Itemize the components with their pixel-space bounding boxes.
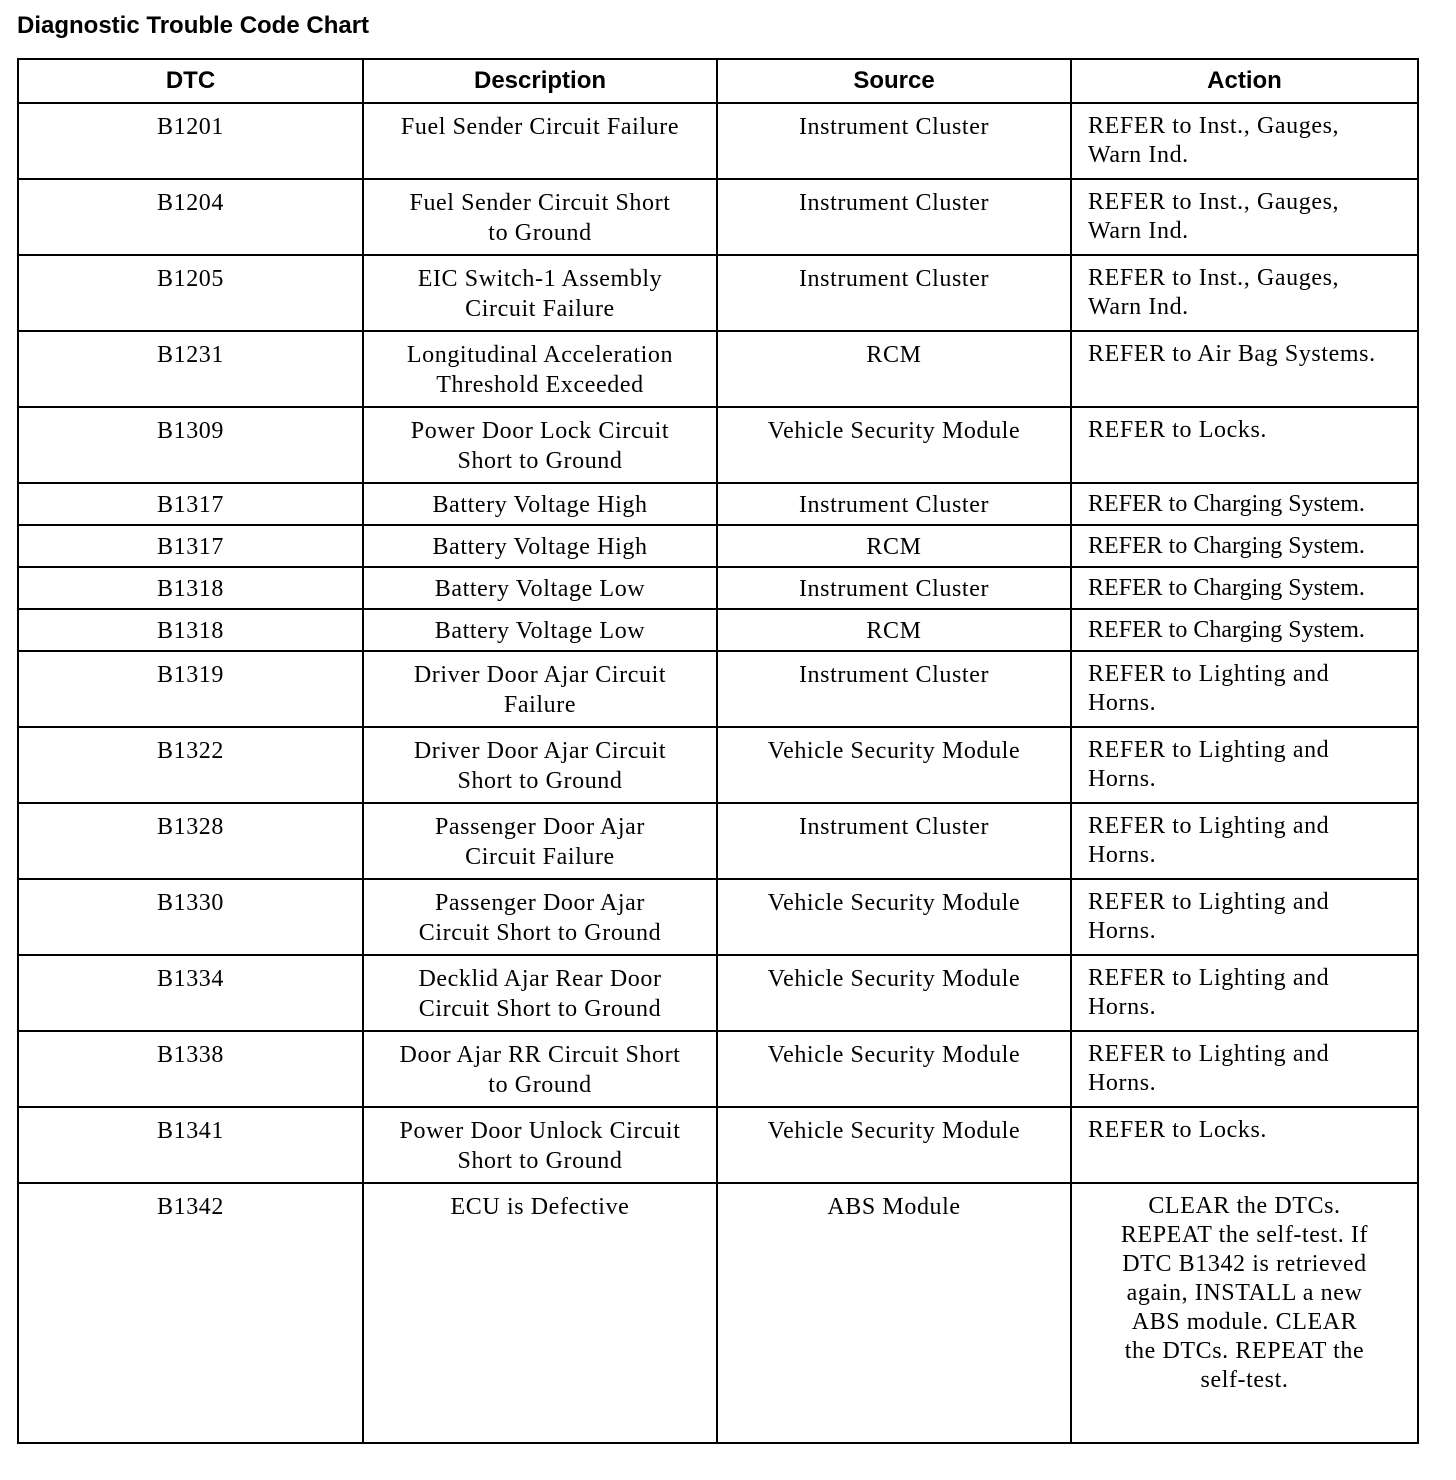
cell-action: REFER to Lighting and Horns. <box>1071 651 1418 727</box>
cell-dtc: B1317 <box>18 525 363 567</box>
cell-description: Passenger Door Ajar Circuit Failure <box>363 803 717 879</box>
cell-dtc: B1204 <box>18 179 363 255</box>
cell-dtc: B1338 <box>18 1031 363 1107</box>
cell-action: REFER to Charging System. <box>1071 483 1418 525</box>
cell-source: ABS Module <box>717 1183 1071 1443</box>
cell-action: REFER to Charging System. <box>1071 567 1418 609</box>
cell-source: Instrument Cluster <box>717 483 1071 525</box>
table-row <box>18 727 1418 803</box>
cell-description: Decklid Ajar Rear Door Circuit Short to Ground <box>363 955 717 1031</box>
cell-description: Door Ajar RR Circuit Short to Ground <box>363 1031 717 1107</box>
cell-description: Driver Door Ajar Circuit Short to Ground <box>363 727 717 803</box>
cell-action: REFER to Lighting and Horns. <box>1071 727 1418 803</box>
cell-dtc: B1201 <box>18 103 363 179</box>
cell-description: Power Door Unlock Circuit Short to Ground <box>363 1107 717 1183</box>
cell-dtc: B1342 <box>18 1183 363 1443</box>
header-dtc: DTC <box>18 59 363 103</box>
table-row <box>18 1031 1418 1107</box>
table-row <box>18 955 1418 1031</box>
table-row <box>18 525 1418 567</box>
cell-source: Instrument Cluster <box>717 651 1071 727</box>
cell-description: EIC Switch-1 Assembly Circuit Failure <box>363 255 717 331</box>
cell-dtc: B1318 <box>18 609 363 651</box>
cell-description: Driver Door Ajar Circuit Failure <box>363 651 717 727</box>
table-row <box>18 255 1418 331</box>
cell-description: Fuel Sender Circuit Short to Ground <box>363 179 717 255</box>
cell-dtc: B1309 <box>18 407 363 483</box>
cell-dtc: B1205 <box>18 255 363 331</box>
table-row <box>18 483 1418 525</box>
cell-dtc: B1330 <box>18 879 363 955</box>
table-row <box>18 1107 1418 1183</box>
cell-source: Vehicle Security Module <box>717 407 1071 483</box>
header-source: Source <box>717 59 1071 103</box>
cell-action: REFER to Charging System. <box>1071 525 1418 567</box>
cell-description: ECU is Defective <box>363 1183 717 1443</box>
cell-description: Battery Voltage Low <box>363 609 717 651</box>
cell-source: Instrument Cluster <box>717 803 1071 879</box>
cell-source: Vehicle Security Module <box>717 1031 1071 1107</box>
cell-action: REFER to Locks. <box>1071 407 1418 483</box>
cell-source: RCM <box>717 609 1071 651</box>
table-row <box>18 803 1418 879</box>
table-row <box>18 567 1418 609</box>
cell-action: REFER to Inst., Gauges, Warn Ind. <box>1071 255 1418 331</box>
table-row <box>18 103 1418 179</box>
cell-dtc: B1322 <box>18 727 363 803</box>
cell-description: Battery Voltage High <box>363 525 717 567</box>
cell-source: Instrument Cluster <box>717 179 1071 255</box>
cell-description: Power Door Lock Circuit Short to Ground <box>363 407 717 483</box>
cell-source: Vehicle Security Module <box>717 1107 1071 1183</box>
cell-source: Instrument Cluster <box>717 103 1071 179</box>
cell-description: Fuel Sender Circuit Failure <box>363 103 717 179</box>
cell-source: Vehicle Security Module <box>717 879 1071 955</box>
cell-description: Passenger Door Ajar Circuit Short to Ground <box>363 879 717 955</box>
cell-action: REFER to Lighting and Horns. <box>1071 955 1418 1031</box>
cell-source: RCM <box>717 331 1071 407</box>
cell-source: Vehicle Security Module <box>717 727 1071 803</box>
cell-description: Longitudinal Acceleration Threshold Exceeded <box>363 331 717 407</box>
dtc-table <box>17 58 1419 1444</box>
table-row <box>18 407 1418 483</box>
cell-dtc: B1317 <box>18 483 363 525</box>
cell-action: REFER to Lighting and Horns. <box>1071 803 1418 879</box>
cell-source: Instrument Cluster <box>717 567 1071 609</box>
table-row <box>18 651 1418 727</box>
cell-action: REFER to Inst., Gauges, Warn Ind. <box>1071 179 1418 255</box>
cell-action: REFER to Inst., Gauges, Warn Ind. <box>1071 103 1418 179</box>
cell-description: Battery Voltage Low <box>363 567 717 609</box>
cell-action: REFER to Locks. <box>1071 1107 1418 1183</box>
cell-dtc: B1318 <box>18 567 363 609</box>
cell-dtc: B1319 <box>18 651 363 727</box>
page-title: Diagnostic Trouble Code Chart <box>17 12 370 39</box>
cell-action: CLEAR the DTCs. REPEAT the self-test. If DTC B1342 is retrieved again, INSTALL a new ABS module. CLEAR the DTCs. REPEAT the self-test. <box>1071 1183 1418 1443</box>
table-row <box>18 609 1418 651</box>
table-row <box>18 1183 1418 1443</box>
cell-description: Battery Voltage High <box>363 483 717 525</box>
cell-action: REFER to Lighting and Horns. <box>1071 1031 1418 1107</box>
cell-action: REFER to Air Bag Systems. <box>1071 331 1418 407</box>
cell-source: Instrument Cluster <box>717 255 1071 331</box>
cell-dtc: B1334 <box>18 955 363 1031</box>
cell-source: Vehicle Security Module <box>717 955 1071 1031</box>
table-row <box>18 879 1418 955</box>
cell-source: RCM <box>717 525 1071 567</box>
header-description: Description <box>363 59 717 103</box>
cell-dtc: B1341 <box>18 1107 363 1183</box>
cell-dtc: B1231 <box>18 331 363 407</box>
cell-dtc: B1328 <box>18 803 363 879</box>
header-action: Action <box>1071 59 1418 103</box>
table-row <box>18 179 1418 255</box>
cell-action: REFER to Charging System. <box>1071 609 1418 651</box>
cell-action: REFER to Lighting and Horns. <box>1071 879 1418 955</box>
table-row <box>18 331 1418 407</box>
table-header-row <box>18 59 1418 103</box>
